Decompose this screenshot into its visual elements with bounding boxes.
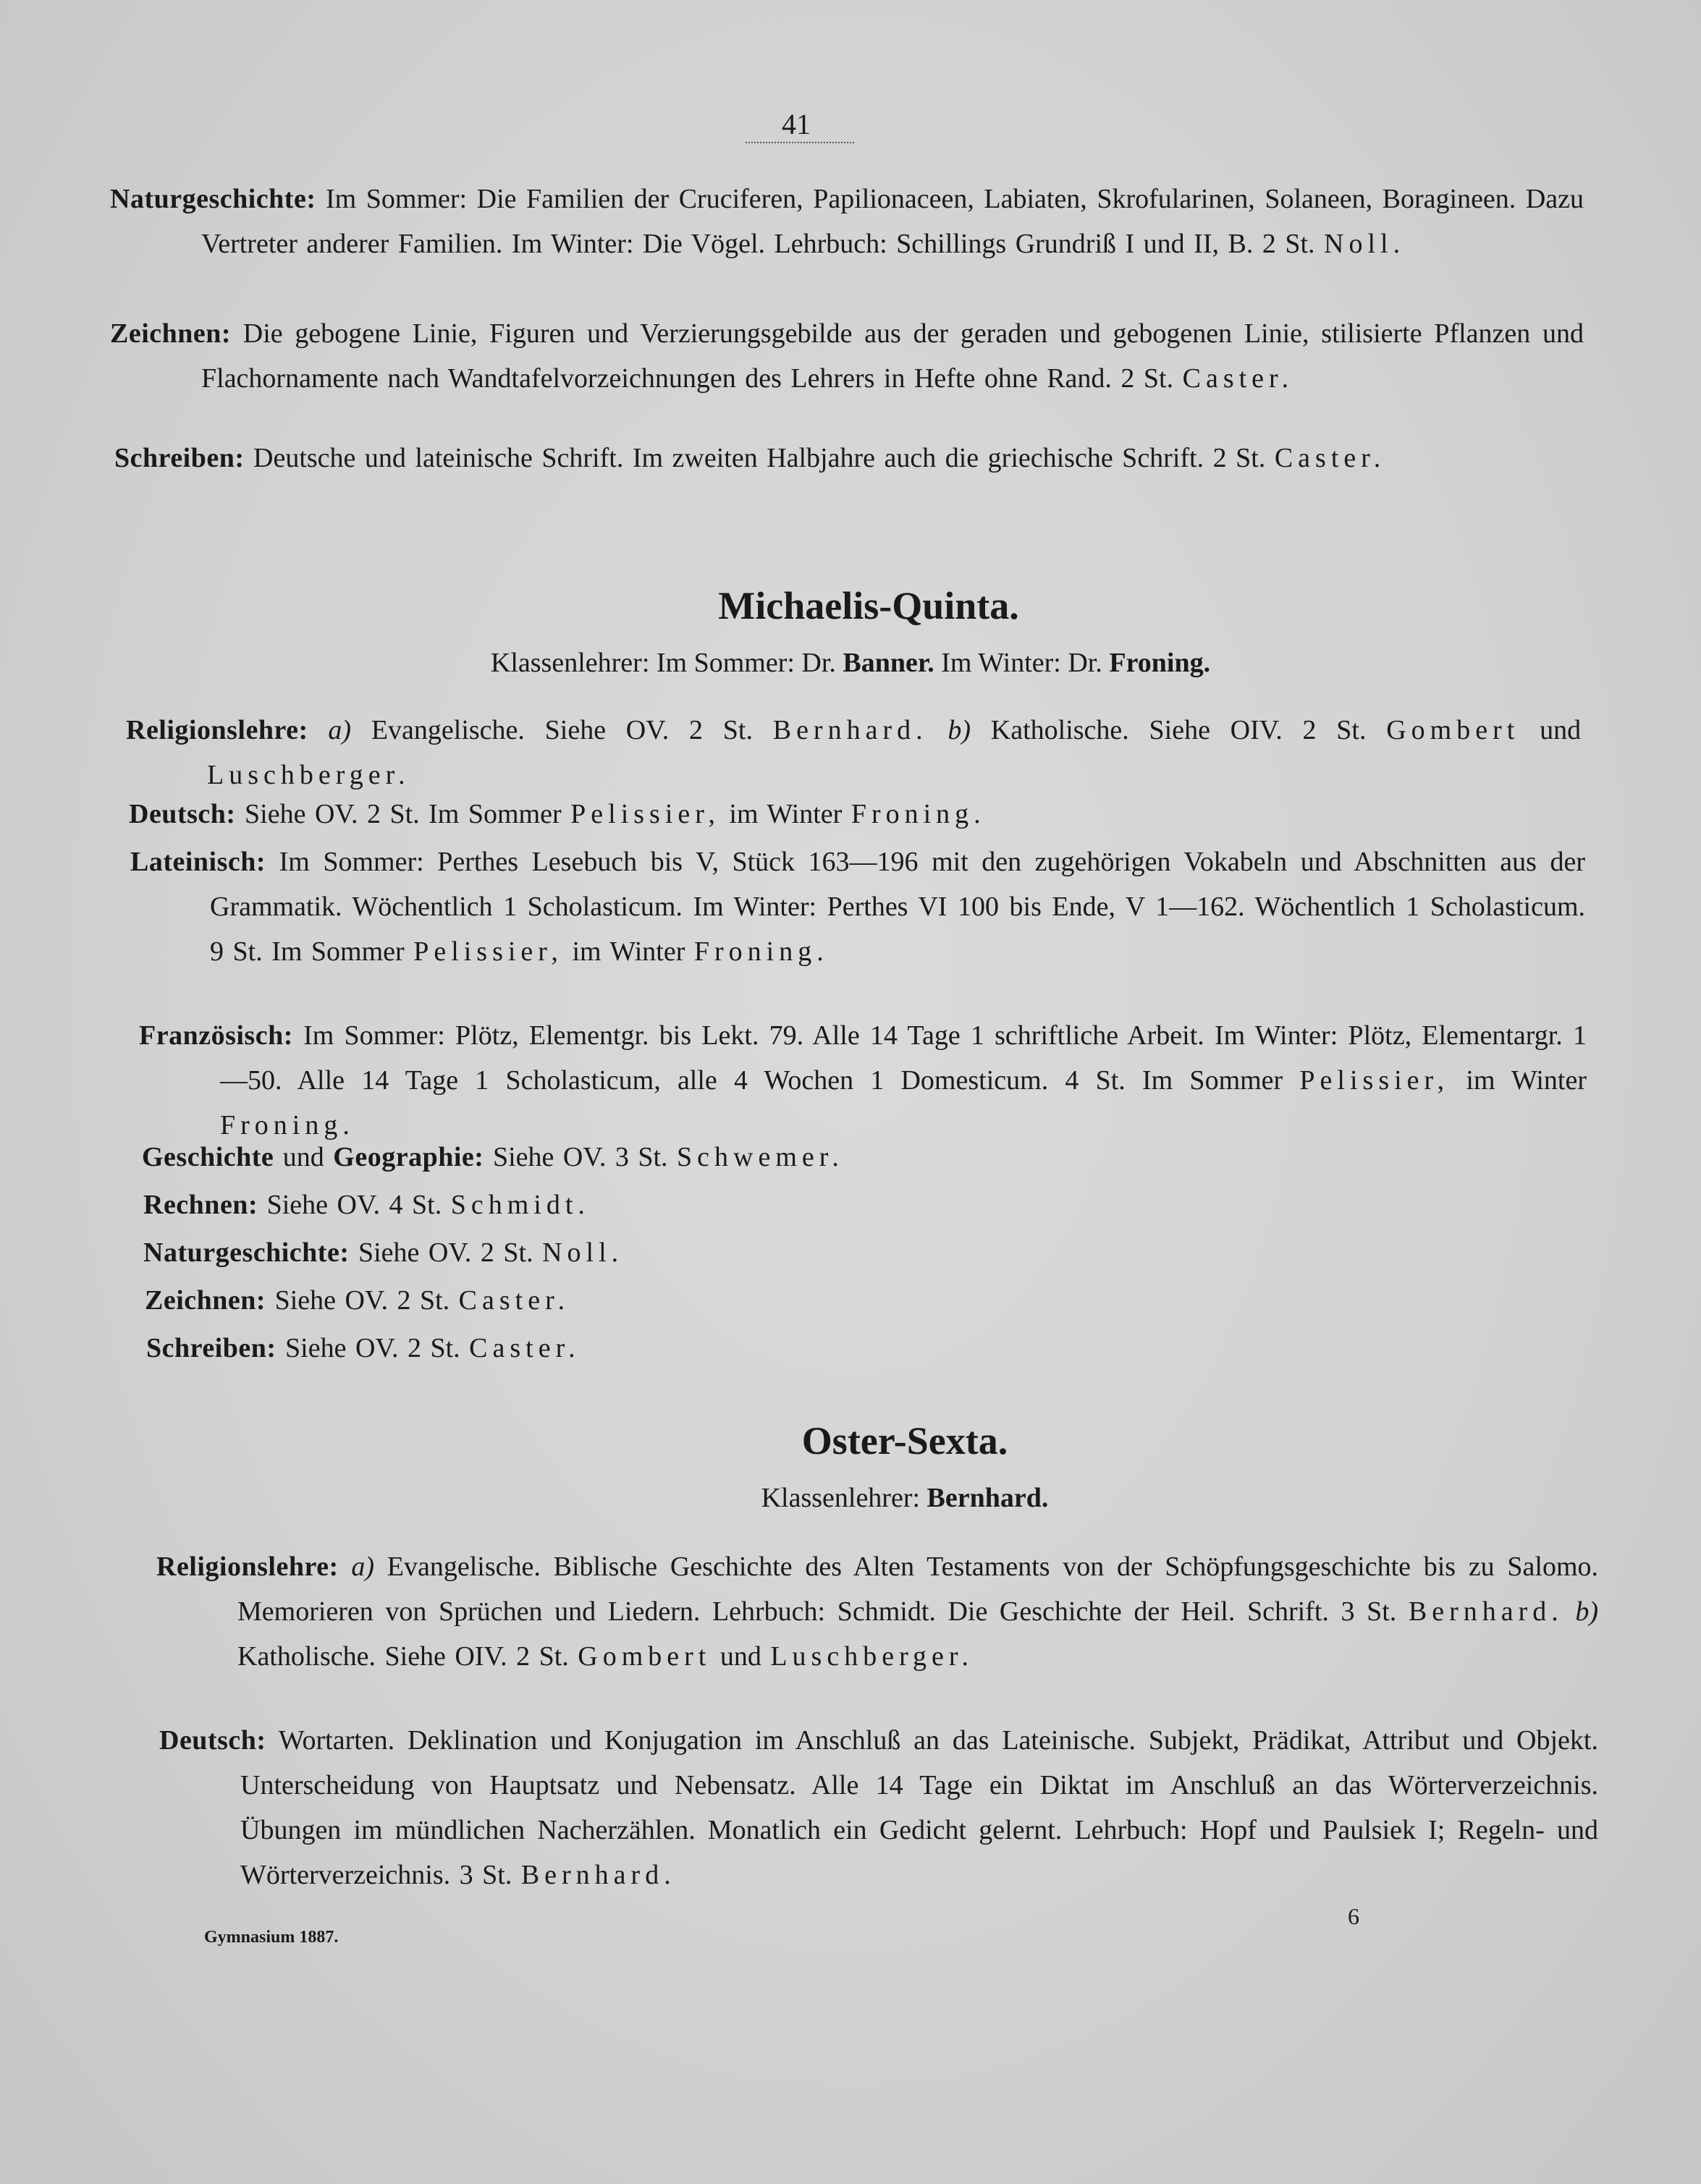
teacher-name: Luschberger. (207, 760, 410, 790)
teacher-name: Schmidt. (450, 1190, 590, 1220)
heading-oster-sexta: Oster-Sexta. (801, 1419, 1008, 1463)
entry-label: Deutsch: (129, 799, 236, 829)
entry-label: Religionslehre: (156, 1552, 339, 1582)
entry-text: Siehe OV. 2 St. (285, 1333, 460, 1363)
teacher-name: Gombert (1386, 715, 1520, 745)
entry-schreiben-quinta (146, 1326, 1507, 1371)
entry-label: Rechnen: (143, 1190, 258, 1220)
teacher-name: Pelissier, (1299, 1065, 1450, 1096)
entry-schreiben (114, 436, 1579, 481)
entry-label: Naturgeschichte: (143, 1237, 350, 1268)
teacher-name: Bernhard. (772, 715, 928, 745)
klassenlehrer-oster (507, 1482, 1303, 1514)
entry-naturgeschichte (110, 177, 1584, 266)
entry-text: Siehe OV. 2 St. (358, 1237, 533, 1268)
teacher-klassenlehrer: Bernhard. (927, 1483, 1049, 1513)
entry-religionslehre-sexta (156, 1544, 1598, 1679)
teacher-winter: Froning. (1109, 648, 1211, 678)
entry-text: im Winter (572, 936, 685, 967)
entry-label: Zeichnen: (110, 318, 232, 349)
teacher-name: Caster. (469, 1333, 581, 1363)
entry-label: Religionslehre: (126, 715, 308, 745)
klassenlehrer-michaelis (217, 647, 1484, 679)
entry-rechnen (143, 1182, 1504, 1227)
entry-text: Katholische. Siehe OIV. 2 St. (237, 1641, 569, 1672)
teacher-name: Caster. (458, 1285, 570, 1316)
entry-label: Französisch: (139, 1020, 293, 1051)
entry-text: Siehe OV. 3 St. (492, 1142, 668, 1172)
item-marker: b) (947, 715, 971, 745)
teacher-name: Bernhard. (1408, 1596, 1563, 1627)
footer-signature: 6 (1348, 1903, 1359, 1929)
item-marker: b) (1575, 1596, 1598, 1627)
entry-deutsch (129, 792, 1497, 837)
teacher-name: Noll. (1324, 229, 1406, 259)
entry-label: Schreiben: (114, 443, 245, 473)
teacher-name: Froning. (693, 936, 829, 967)
entry-text: Die gebogene Linie, Figuren und Verzierungsgebilde aus der geraden und gebogenen Linie, stilisierte Pflanzen und Flachornamente nach Wandtafelvorzeichnungen des Lehrers in Hefte ohne Rand. 2 St. (201, 318, 1584, 394)
teacher-name: Bernhard. (520, 1860, 676, 1890)
entry-text: und (1540, 715, 1582, 745)
entry-text: Evangelische. Siehe OV. 2 St. (371, 715, 753, 745)
teacher-name: Pelissier, (413, 936, 563, 967)
entry-lateinisch (130, 839, 1585, 974)
entry-franzoesisch (139, 1013, 1587, 1148)
entry-text: und (282, 1142, 324, 1172)
entry-label: Geschichte (142, 1142, 274, 1172)
item-marker: a) (328, 715, 352, 745)
teacher-name: Gombert (578, 1641, 712, 1672)
entry-label: Zeichnen: (145, 1285, 266, 1316)
entry-label: Schreiben: (146, 1333, 277, 1363)
entry-label: Naturgeschichte: (110, 184, 316, 214)
teacher-name: Froning. (850, 799, 986, 829)
klassenlehrer-mid: Im Winter: Dr. (941, 648, 1102, 678)
entry-text: Katholische. Siehe OIV. 2 St. (990, 715, 1367, 745)
entry-text: Im Sommer: Plötz, Elementgr. bis Lekt. 79. Alle 14 Tage 1 schriftliche Arbeit. Im Winter: Plötz, Elementargr. 1—50. Alle 14 Tage 1 Scholasticum, alle 4 Wochen 1 Domesticum. 4 St. Im Sommer (220, 1020, 1587, 1096)
page-number: 41 (782, 108, 811, 140)
teacher-name: Pelissier, (570, 799, 720, 829)
footer-gymnasium: Gymnasium 1887. (204, 1928, 339, 1947)
entry-deutsch-sexta (159, 1718, 1598, 1897)
entry-text: Siehe OV. 2 St. (274, 1285, 450, 1316)
teacher-name: Luschberger. (770, 1641, 974, 1672)
teacher-name: Noll. (542, 1237, 624, 1268)
entry-text: und (719, 1641, 761, 1672)
entry-text: Wortarten. Deklination und Konjugation im Anschluß an das Lateinische. Subjekt, Prädikat, Attribut und Objekt. Unterscheidung von Hauptsatz und Nebensatz. Alle 14 Tage ein Diktat im Anschluß an das Wörterverzeichnis. Übungen im mündlichen Nacherzählen. Monatlich ein Gedicht gelernt. Lehrbuch: Hopf und Paulsiek I; Regeln- und Wörterverzeichnis. 3 St. (240, 1725, 1598, 1890)
entry-text: Siehe OV. 2 St. Im Sommer (245, 799, 562, 829)
teacher-sommer: Banner. (843, 648, 934, 678)
entry-label: Geographie: (333, 1142, 484, 1172)
page-number-rule (746, 142, 854, 143)
entry-text: im Winter (1466, 1065, 1587, 1096)
entry-label: Lateinisch: (130, 847, 266, 877)
klassenlehrer-prefix: Klassenlehrer: (761, 1483, 921, 1513)
klassenlehrer-prefix: Klassenlehrer: Im Sommer: Dr. (490, 648, 836, 678)
entry-text: Deutsche und lateinische Schrift. Im zweiten Halbjahre auch die griechische Schrift. 2 St. (253, 443, 1266, 473)
teacher-name: Caster. (1182, 363, 1294, 394)
item-marker: a) (351, 1552, 375, 1582)
entry-zeichnen (110, 311, 1584, 401)
entry-religionslehre (126, 708, 1581, 797)
entry-naturgeschichte-quinta (143, 1230, 1504, 1275)
entry-label: Deutsch: (159, 1725, 266, 1756)
heading-michaelis-quinta: Michaelis-Quinta. (718, 584, 1019, 627)
teacher-name: Froning. (220, 1110, 355, 1140)
entry-geschichte-geographie (142, 1135, 1503, 1180)
entry-text: Siehe OV. 4 St. (266, 1190, 442, 1220)
teacher-name: Schwemer. (677, 1142, 844, 1172)
entry-text: Im Sommer: Die Familien der Cruciferen, Papilionaceen, Labiaten, Skrofularinen, Solaneen, Boragineen. Dazu Vertreter anderer Familien. Im Winter: Die Vögel. Lehrbuch: Schillings Grundriß I und II, B. 2 St. (201, 184, 1584, 259)
entry-text: Im Sommer: Perthes Lesebuch bis V, Stück 163—196 mit den zugehörigen Vokabeln und Abschnitten aus der Grammatik. Wöchentlich 1 Scholasticum. Im Winter: Perthes VI 100 bis Ende, V 1—162. Wöchentlich 1 Scholasticum. 9 St. Im Sommer (210, 847, 1585, 967)
entry-text: Evangelische. Biblische Geschichte des Alten Testaments von der Schöpfungsgeschichte bis zu Salomo. Memorieren von Sprüchen und Liedern. Lehrbuch: Schmidt. Die Geschichte der Heil. Schrift. 3 St. (237, 1552, 1599, 1627)
entry-zeichnen-quinta (145, 1278, 1506, 1323)
entry-text: im Winter (729, 799, 843, 829)
teacher-name: Caster. (1274, 443, 1386, 473)
